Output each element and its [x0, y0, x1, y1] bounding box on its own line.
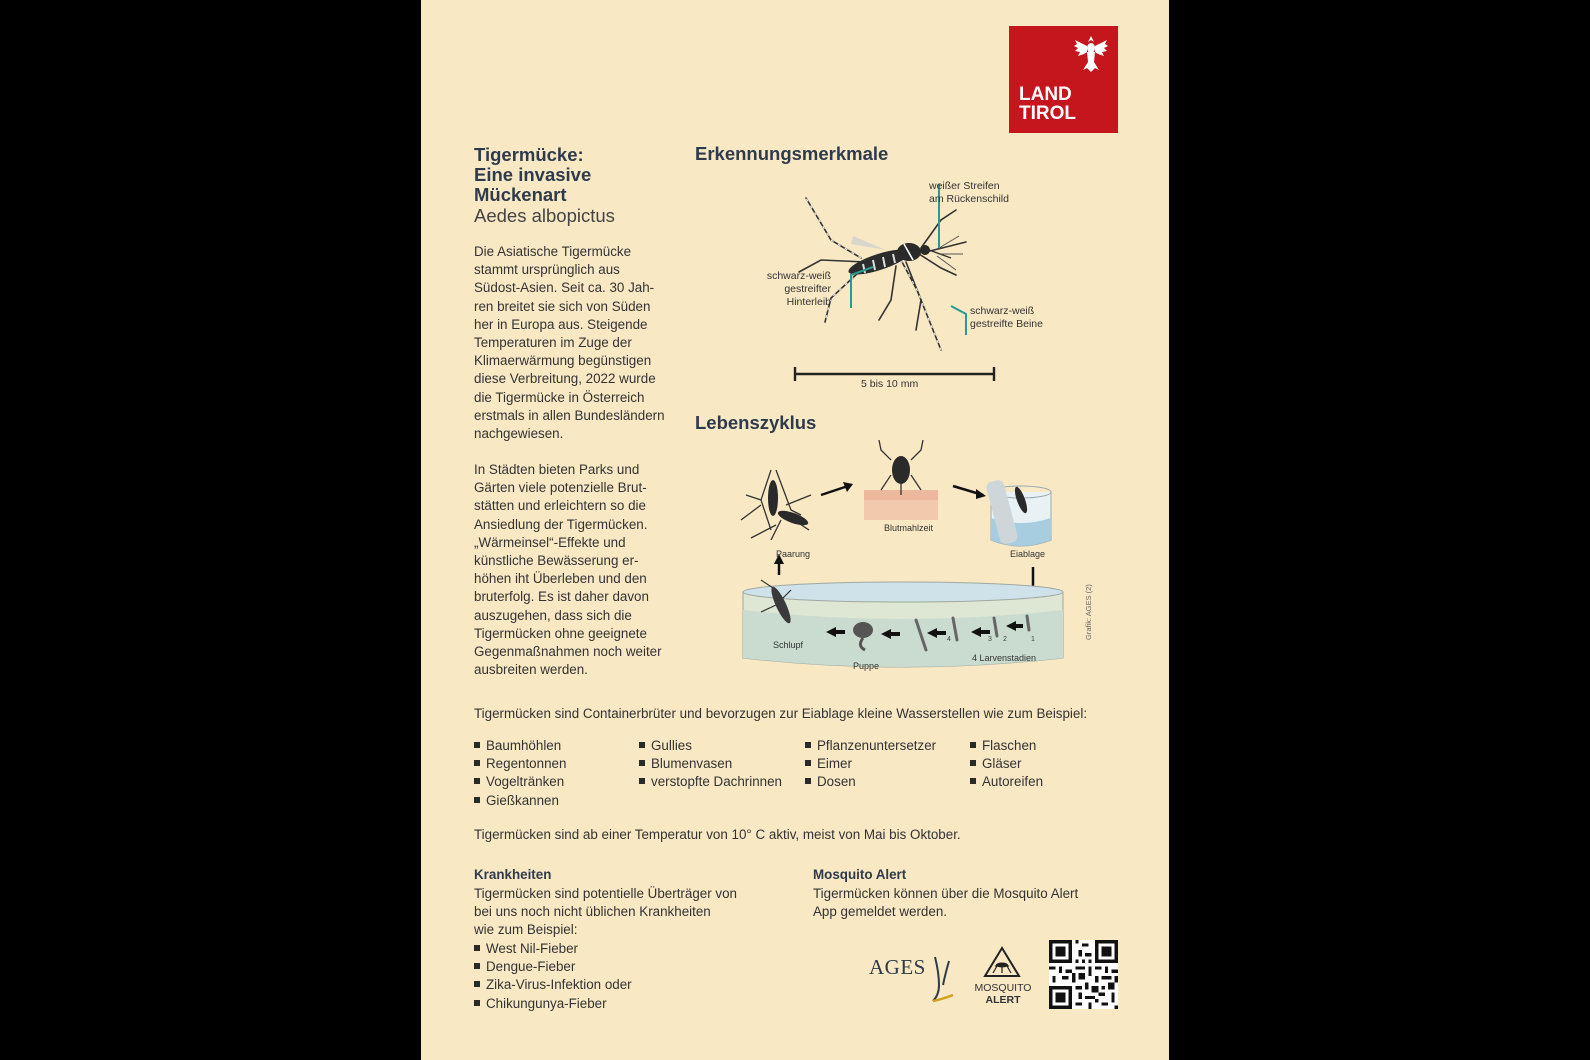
paragraph-line: ausbreiten werden.: [474, 662, 588, 678]
text-line: Tigermücken sind potentielle Überträger von: [474, 886, 737, 901]
label-line: Hinterleib: [786, 296, 831, 308]
latin-name: Aedes albopictus: [474, 205, 615, 226]
mosquito-alert-logo: [971, 982, 1035, 1006]
paragraph-line: Gegenmaßnahmen noch weiter: [474, 644, 662, 660]
paragraph-line: ren breitet sie sich von Süden: [474, 298, 651, 314]
label-abdomen: [739, 270, 831, 309]
container-list-col2: [639, 737, 782, 792]
mosquito-alert-logo-icon: [983, 946, 1021, 978]
list-item: Gläser: [970, 755, 1043, 773]
graphic-credit: Grafik: AGES (2): [1084, 584, 1093, 640]
paragraph-line: her in Europa aus. Steigende: [474, 316, 648, 332]
larva-number: 1: [1031, 636, 1035, 643]
larva-number: 4: [947, 636, 951, 643]
paragraph-line: In Städten bieten Parks und: [474, 462, 640, 477]
label-blutmahlzeit: Blutmahlzeit: [884, 523, 934, 533]
logo-text: [1019, 85, 1076, 123]
paragraph-line: Südost-Asien. Seit ca. 30 Jah-: [474, 280, 655, 296]
list-item: Blumenvasen: [639, 755, 782, 773]
paragraph-line: Ansiedlung der Tigermücken.: [474, 516, 648, 532]
container-list-col1: [474, 737, 566, 810]
paragraph-line: höhen iht Überleben und den: [474, 571, 647, 587]
label-line: gestreifter: [784, 283, 831, 295]
paragraph-line: künstliche Bewässerung er-: [474, 553, 639, 569]
larva-number: 2: [1003, 636, 1007, 643]
list-item: Baumhöhlen: [474, 737, 566, 755]
label-legs: [970, 305, 1043, 331]
paragraph-line: bruterfolg. Es ist daher davon: [474, 589, 649, 605]
qr-code[interactable]: [1049, 940, 1118, 1009]
containers-intro: Tigermücken sind Containerbrüter und bevorzugen zur Eiablage kleine Wasserstellen wie zum Beispiel:: [474, 706, 1088, 721]
label-schlupf: Schlupf: [773, 640, 804, 650]
list-item: Gießkannen: [474, 792, 566, 810]
paragraph-line: Die Asiatische Tigermücke: [474, 244, 632, 259]
list-item: Zika-Virus-Infektion oder: [474, 976, 632, 994]
label-eiablage: Eiablage: [1010, 549, 1046, 559]
disease-list: [474, 940, 632, 1013]
title-line: Tigermücke:: [474, 144, 584, 165]
paragraph-line: Tigermücken ohne geeignete: [474, 625, 647, 641]
paragraph-line: „Wärmeinsel“-Effekte und: [474, 534, 626, 550]
intro-paragraph-1: [474, 243, 689, 443]
list-item: Chikungunya-Fieber: [474, 995, 632, 1013]
label-line: am Rückenschild: [929, 193, 1009, 205]
label-line: schwarz-weiß: [970, 305, 1035, 317]
list-item: verstopfte Dachrinnen: [639, 773, 782, 791]
paragraph-line: die Tigermücke in Österreich: [474, 389, 645, 405]
scale-label: 5 bis 10 mm: [861, 378, 919, 390]
list-item: Dosen: [805, 773, 936, 791]
list-item: Dengue-Fieber: [474, 958, 632, 976]
paragraph-line: Klimaerwärmung begünstigen: [474, 353, 652, 369]
list-item: Vogeltränken: [474, 773, 566, 791]
paragraph-line: nachgewiesen.: [474, 426, 564, 442]
ages-figure-icon: [929, 955, 955, 1005]
text-line: Tigermücken können über die Mosquito Alert: [813, 886, 1079, 901]
paragraph-line: erstmals in allen Bundesländern: [474, 407, 665, 423]
label-line: weißer Streifen: [929, 180, 1000, 192]
intro-paragraph-2: [474, 461, 689, 679]
label-paarung: Paarung: [776, 549, 811, 559]
container-list-col4: [970, 737, 1043, 792]
list-item: Gullies: [639, 737, 782, 755]
title-line: Mückenart: [474, 184, 567, 205]
eagle-icon: [1073, 34, 1109, 74]
logo-line-1: LAND: [1019, 84, 1072, 105]
list-item: Autoreifen: [970, 773, 1043, 791]
logo-line: ALERT: [985, 994, 1021, 1006]
mosquito-alert-text: [813, 885, 1078, 921]
paragraph-line: auszugehen, dass sich die: [474, 607, 632, 623]
label-thorax-stripe: [929, 180, 1009, 206]
mosquito-alert-heading: Mosquito Alert: [813, 867, 907, 882]
poster-page: [421, 0, 1169, 1060]
diseases-heading: Krankheiten: [474, 867, 552, 882]
text-line: wie zum Beispiel:: [474, 922, 578, 938]
activity-note: Tigermücken sind ab einer Temperatur von 10° C aktiv, meist von Mai bis Oktober.: [474, 827, 961, 842]
land-tirol-logo: [1009, 26, 1118, 133]
intro-column: [474, 145, 684, 227]
intro-title: [474, 145, 684, 205]
paragraph-line: stammt ursprünglich aus: [474, 262, 620, 278]
list-item: Pflanzenuntersetzer: [805, 737, 936, 755]
container-list-col3: [805, 737, 936, 792]
lifecycle-heading: Lebenszyklus: [695, 412, 817, 433]
paragraph-line: Gärten viele potenzielle Brut-: [474, 480, 647, 496]
list-item: Flaschen: [970, 737, 1043, 755]
list-item: Regentonnen: [474, 755, 566, 773]
list-item: West Nil-Fieber: [474, 940, 632, 958]
list-item: Eimer: [805, 755, 936, 773]
ages-logo: AGES: [869, 955, 926, 979]
paragraph-line: diese Verbreitung, 2022 wurde: [474, 371, 656, 387]
label-line: gestreifte Beine: [970, 318, 1043, 330]
paragraph-line: Temperaturen im Zuge der: [474, 335, 632, 351]
label-puppe: Puppe: [853, 661, 880, 671]
larva-number: 3: [988, 636, 992, 643]
logo-line-2: TIROL: [1019, 103, 1076, 124]
text-line: bei uns noch nicht üblichen Krankheiten: [474, 904, 711, 920]
diseases-text: [474, 885, 737, 940]
label-line: schwarz-weiß: [766, 270, 831, 282]
title-line: Eine invasive: [474, 164, 592, 185]
features-heading: Erkennungsmerkmale: [695, 143, 889, 164]
label-larvenstadien: 4 Larvenstadien: [972, 653, 1037, 663]
logo-line: MOSQUITO: [974, 982, 1032, 994]
paragraph-line: stätten und erleichtern so die: [474, 498, 646, 514]
text-line: App gemeldet werden.: [813, 904, 947, 920]
